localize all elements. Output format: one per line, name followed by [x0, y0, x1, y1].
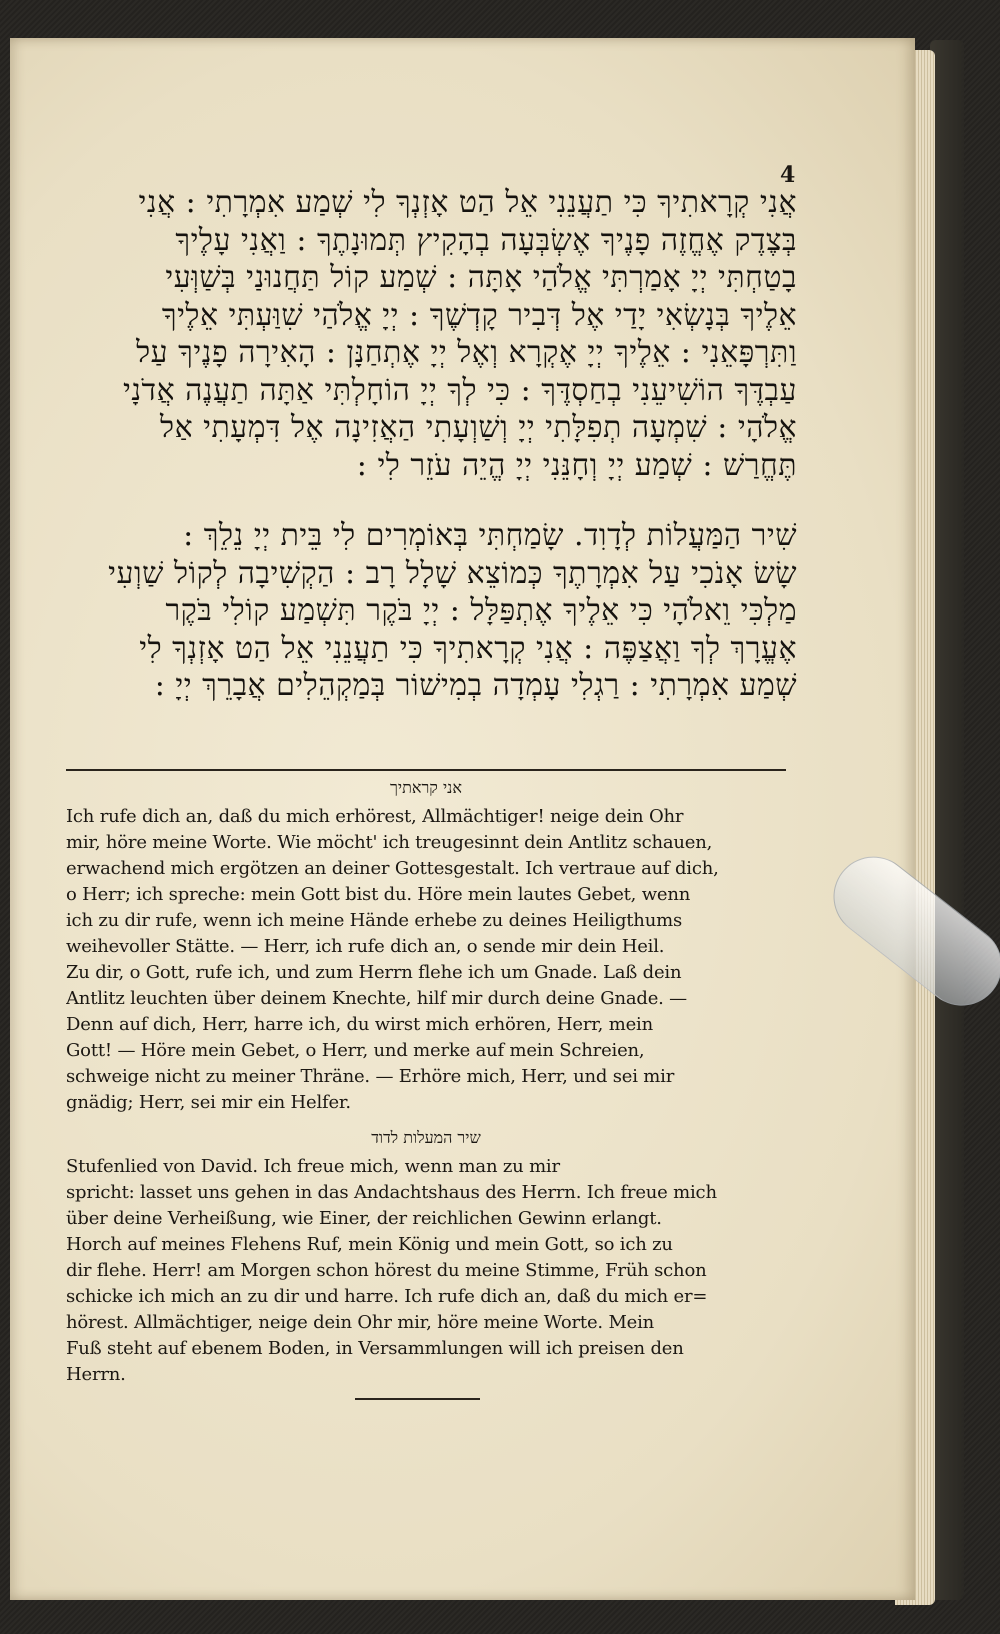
hebrew-line: בְּצֶדֶק אֶחֱזֶה פָנֶיךָ אֶשְׂבְּעָה בְהָקִיץ תְּמוּנָתֶךָ : וַאֲנִי עָלֶיךָ	[175, 222, 797, 258]
hebrew-line: אֱלֹהָי : שִׁמְעָה תְפִלָּתִי יְיָ וְשַׁוְעָתִי הַאֲזִינָה אֶל דִּמְעָתִי אַל	[160, 410, 797, 445]
german-line: Antlitz leuchten über deinem Knechte, hilf mir durch deine Gnade. —	[66, 988, 687, 1009]
translation-heading: שיר המעלות לדוד	[371, 1128, 481, 1147]
german-translation	[66, 1154, 791, 1388]
german-line: o Herr; ich spreche: mein Gott bist du. Höre mein lautes Gebet, wenn	[66, 884, 691, 905]
german-line: schicke ich mich an zu dir und harre. Ich rufe dich an, daß du mich er=	[66, 1286, 708, 1307]
hebrew-line: תֶּחֱרַשׁ : שְׁמַע יְיָ וְחָנֵּנִי יְיָ הֱיֵה עֹזֵר לִי :	[356, 447, 797, 483]
german-line: gnädig; Herr, sei mir ein Helfer.	[66, 1092, 351, 1113]
german-line: erwachend mich ergötzen an deiner Gottesgestalt. Ich vertraue auf dich,	[66, 858, 719, 879]
hebrew-line: בָטַחְתִּי יְיָ אָמַרְתִּי אֱלֹהַי אָתָּה : שְׁמַע קוֹל תַּחֲנוּנַי בְּשַׁוְּעִי	[165, 260, 797, 295]
hebrew-line: שְׁמַע אִמְרָתִי : רַגְלִי עָמְדָה בְמִישׁוֹר בְּמַקְהֵלִים אֲבָרֵךְ יְיָ :	[154, 668, 797, 703]
german-line: weihevoller Stätte. — Herr, ich rufe dich an, o sende mir dein Heil.	[66, 936, 665, 957]
hebrew-ascent-text	[62, 517, 797, 705]
hebrew-line: שִׁיר הַמַּעֲלוֹת לְדָוִד. שָׂמַחְתִּי בְּאוֹמְרִים לִי בֵּית יְיָ נֵלֵךְ :	[183, 518, 797, 553]
german-line: Horch auf meines Flehens Ruf, mein König und mein Gott, so ich zu	[66, 1234, 673, 1255]
german-line: Fuß steht auf ebenem Boden, in Versammlungen will ich preisen den	[66, 1338, 684, 1359]
german-line: spricht: lasset uns gehen in das Andachtshaus des Herrn. Ich freue mich	[66, 1182, 717, 1203]
hebrew-psalm-text	[62, 184, 797, 484]
german-line: hörest. Allmächtiger, neige dein Ohr mir, höre meine Worte. Mein	[66, 1312, 655, 1333]
german-line: Ich rufe dich an, daß du mich erhörest, Allmächtiger! neige dein Ohr	[66, 806, 684, 827]
hebrew-line: אֲנִי קְרָאתִיךָ כִּי תַעֲנֵנִי אֵל הַט אָזְנְךָ לִי שְׁמַע אִמְרָתִי : אֲנִי	[138, 185, 797, 220]
hebrew-line: מַלְכִּי וֵאלֹהָי כִּי אֵלֶיךָ אֶתְפַּלָּל : יְיָ בֹּקֶר תִּשְׁמַע קוֹלִי בֹּקֶר	[165, 593, 797, 628]
end-divider	[355, 1398, 480, 1400]
hebrew-line: וַתִּרְפָּאֵנִי : אֵלֶיךָ יְיָ אֶקְרָא וְאֶל יְיָ אֶתְחַנָּן : הָאִירָה פָנֶיךָ עַל	[136, 335, 797, 370]
german-line: Zu dir, o Gott, rufe ich, und zum Herrn flehe ich um Gnade. Laß dein	[66, 962, 682, 983]
german-line: dir flehe. Herr! am Morgen schon hörest du meine Stimme, Früh schon	[66, 1260, 707, 1281]
german-translation	[66, 804, 791, 1116]
translation-heading: אני קראתיך	[390, 778, 462, 797]
german-line: schweige nicht zu meiner Thräne. — Erhöre mich, Herr, und sei mir	[66, 1066, 675, 1087]
hebrew-line: אֵלֶיךָ בְּנָשְׂאִי יָדַי אֶל דְּבִיר קָדְשֶׁךָ : יְיָ אֱלֹהַי שִׁוַּעְתִּי אֵלֶיךָ	[161, 297, 797, 333]
german-line: ich zu dir rufe, wenn ich meine Hände erhebe zu deines Heiligthums	[66, 910, 682, 931]
german-line: Denn auf dich, Herr, harre ich, du wirst mich erhören, Herr, mein	[66, 1014, 653, 1035]
german-line: mir, höre meine Worte. Wie möcht' ich treugesinnt dein Antlitz schauen,	[66, 832, 713, 853]
page-number: 4	[780, 162, 796, 188]
book-cover-edge	[930, 40, 964, 1600]
hebrew-line: אֶעֱרָךְ לְךָ וַאֲצַפֶּה : אֲנִי קְרָאתִיךָ כִּי תַעֲנֵנִי אֵל הַט אָזְנְךָ לִי	[139, 630, 797, 666]
section-divider	[66, 769, 786, 771]
german-line: Stufenlied von David. Ich freue mich, wenn man zu mir	[66, 1156, 560, 1177]
hebrew-line: עַבְדֶּךָ הוֹשִׁיעֵנִי בְחַסְדֶּךָ : כִּי לְךָ יְיָ הוֹחָלְתִּי אַתָּה תַעֲנֶה אֲדֹנָי	[123, 372, 797, 408]
german-line: Gott! — Höre mein Gebet, o Herr, und merke auf mein Schreien,	[66, 1040, 645, 1061]
german-line: über deine Verheißung, wie Einer, der reichlichen Gewinn erlangt.	[66, 1208, 662, 1229]
hebrew-line: שָׂשׂ אָנֹכִי עַל אִמְרָתֶךָ כְּמוֹצֵא שָׁלָל רָב : הַקְשִׁיבָה לְקוֹל שַׁוְעִי	[108, 555, 797, 591]
german-line: Herrn.	[66, 1364, 126, 1385]
